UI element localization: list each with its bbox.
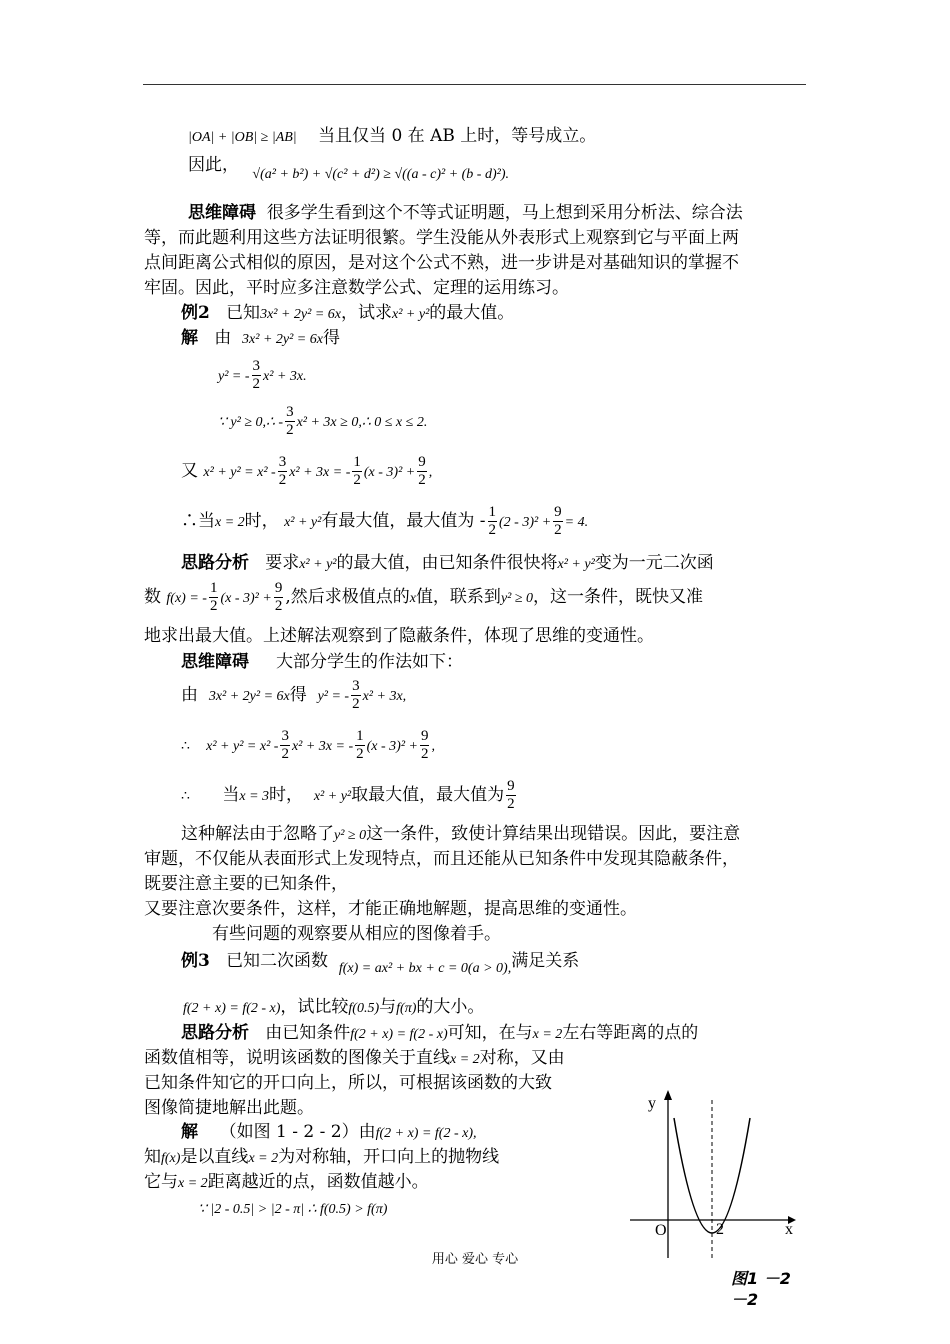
- text-line: [188, 155, 509, 182]
- bold-heading: 思维障碍: [181, 652, 249, 672]
- paragraph-line: [181, 553, 714, 575]
- math: x² + 3x = -: [289, 465, 351, 480]
- text-line: [198, 1198, 387, 1220]
- bold-heading: 思维障碍: [188, 203, 256, 223]
- numerator: 1: [353, 454, 361, 470]
- text: ∴当: [181, 511, 215, 531]
- text: 已知二次函数: [226, 951, 329, 971]
- paragraph-line: [181, 824, 740, 846]
- numerator: 9: [507, 778, 515, 794]
- math: (2 - 3)² +: [499, 515, 552, 530]
- math: √(a² + b²) + √(c² + d²) ≥ √((a - c)² + (b - d)²).: [252, 167, 509, 182]
- text-line: [188, 126, 596, 148]
- math: ∵ |2 - 0.5| > |2 - π| ∴ f(0.5) > f(π): [198, 1202, 388, 1217]
- math: x = 2: [178, 1176, 208, 1191]
- text: 又: [181, 461, 198, 481]
- numerator: 1: [356, 728, 364, 744]
- math: x = 2: [215, 515, 245, 530]
- denominator: 2: [352, 696, 360, 712]
- text: （如图 1 - 2 - 2）由: [219, 1122, 376, 1142]
- numerator: 1: [488, 504, 497, 520]
- text: 是以直线: [180, 1147, 249, 1167]
- numerator: 9: [420, 728, 429, 744]
- example-label: 例3: [181, 951, 210, 971]
- math: 3x² + 2y² = 6x: [242, 332, 323, 347]
- fraction: [488, 504, 498, 539]
- denominator: 2: [209, 598, 218, 614]
- page-footer: 用心 爱心 专心: [431, 1252, 519, 1267]
- denominator: 2: [356, 746, 364, 762]
- math: x² + y² = x² -: [206, 739, 279, 754]
- paragraph-line: 牢固。因此，平时应多注意数学公式、定理的运用练习。: [144, 278, 569, 298]
- text: 对称，又由: [479, 1048, 565, 1068]
- text: 当: [222, 785, 240, 805]
- denominator: 2: [420, 746, 429, 762]
- numerator: 3: [281, 728, 289, 744]
- math: f(x) = -: [166, 591, 207, 606]
- text: 距离越近的点，函数值越小。: [207, 1172, 429, 1192]
- math: f(π): [396, 1001, 417, 1016]
- equation: [181, 776, 518, 816]
- math: x² + 3x ≥ 0,∴ 0 ≤ x ≤ 2.: [296, 415, 428, 430]
- paragraph-line: 点间距离公式相似的原因，是对这个公式不熟，进一步讲是对基础知识的掌握不: [144, 253, 739, 273]
- text: ，这一条件，既快又准: [533, 587, 704, 607]
- math: f(2 + x) = f(2 - x): [350, 1027, 448, 1042]
- math: y² = -: [218, 369, 250, 384]
- paragraph-line: [144, 1048, 565, 1070]
- paragraph-line: [144, 1147, 499, 1169]
- text: 可知，在与: [447, 1023, 533, 1043]
- paragraph-line: 既要注意主要的已知条件，: [144, 874, 348, 894]
- x-label: x: [785, 1221, 793, 1238]
- fraction: [285, 404, 295, 439]
- text: 取最大值，最大值为: [351, 785, 505, 805]
- text: 由已知条件: [265, 1023, 351, 1043]
- paragraph-line: [181, 1023, 698, 1045]
- fraction: [280, 728, 290, 763]
- denominator: 2: [554, 522, 562, 538]
- denominator: 2: [488, 522, 497, 538]
- math: (x - 3)² +: [366, 739, 418, 754]
- text: 它与: [144, 1172, 178, 1192]
- math: x² + y²: [313, 789, 352, 804]
- paragraph-line: [181, 652, 463, 672]
- paragraph-line: [144, 1172, 429, 1194]
- math: x² + 3x = -: [291, 739, 354, 754]
- text: 当且仅当 0 在 AB 上时，等号成立。: [318, 126, 597, 146]
- math: x² + 3x.: [263, 369, 307, 384]
- text: ，试比较: [280, 997, 349, 1017]
- example-2: [181, 303, 514, 325]
- denominator: 2: [252, 376, 261, 392]
- fraction: [506, 778, 516, 813]
- fraction: [352, 454, 362, 489]
- math: x: [409, 591, 416, 606]
- bold-heading: 思路分析: [181, 553, 249, 573]
- math: 3x² + 2y² = 6x: [208, 689, 290, 704]
- numerator: 3: [352, 678, 360, 694]
- paragraph-line: 已知条件知它的开口向上，所以，可根据该函数的大致: [144, 1073, 552, 1093]
- numerator: 9: [554, 504, 562, 520]
- text: 已知: [226, 303, 261, 323]
- origin-label: O: [655, 1222, 667, 1239]
- math: f(2 + x) = f(2 - x): [183, 1001, 281, 1016]
- math: f(x): [161, 1151, 181, 1166]
- text: 要求: [265, 553, 300, 573]
- text: ∴: [181, 739, 190, 754]
- fraction: [252, 358, 262, 393]
- math: ∵ y² ≥ 0,∴ -: [218, 415, 284, 430]
- math: x = 2: [532, 1027, 563, 1042]
- paragraph-line: [188, 203, 743, 223]
- math: x² + y² = x² -: [203, 465, 276, 480]
- text: 得: [322, 328, 340, 348]
- paragraph-line: 又要注意次要条件，这样，才能正确地解题，提高思维的变通性。: [144, 899, 637, 919]
- text: 很多学生看到这个不等式证明题，马上想到采用分析法、综合法: [266, 203, 743, 223]
- text: 满足关系: [511, 951, 580, 971]
- text: ∴: [181, 789, 190, 804]
- equation: [218, 356, 307, 396]
- text: 与: [379, 997, 397, 1017]
- text: 的大小。: [416, 997, 485, 1017]
- solution-label: 解: [181, 1122, 198, 1142]
- text: 为对称轴，开口向上的抛物线: [278, 1147, 500, 1167]
- text: ,然后求极值点的: [285, 587, 410, 607]
- text: 函数值相等，说明该函数的图像关于直线: [144, 1048, 450, 1068]
- example-3: [181, 951, 580, 976]
- text: 这一条件，致使计算结果出现错误。因此，要注意: [366, 824, 741, 844]
- text: 由: [214, 328, 232, 348]
- text: 变为一元二次函: [594, 553, 714, 573]
- fraction: [274, 580, 284, 615]
- text: 这种解法由于忽略了: [181, 824, 334, 844]
- fraction: [417, 454, 427, 489]
- math: f(0.5): [348, 1001, 380, 1016]
- text: ，试求: [341, 303, 392, 323]
- fraction: [209, 580, 219, 615]
- math: x² + y²: [284, 515, 322, 530]
- text: 的最大值，由已知条件很快将: [336, 553, 558, 573]
- math: x² + y²: [299, 557, 337, 572]
- math: (x - 3)² +: [363, 465, 416, 480]
- text: 有最大值，最大值为 -: [321, 511, 486, 531]
- math: f(x) = ax² + bx + c = 0(a > 0),: [338, 961, 512, 976]
- solution-label: 解: [181, 328, 198, 348]
- math: x² + y²: [557, 557, 595, 572]
- figure-caption: －2: [731, 1290, 759, 1309]
- denominator: 2: [278, 472, 287, 488]
- equation: [181, 726, 435, 766]
- math: f(2 + x) = f(2 - x),: [375, 1126, 477, 1141]
- x2-label: 2: [716, 1221, 724, 1238]
- denominator: 2: [286, 422, 294, 438]
- text: 数: [144, 587, 161, 607]
- solution-line: [181, 1122, 477, 1144]
- fraction: [355, 728, 365, 763]
- text: 的最大值。: [429, 303, 515, 323]
- text: 大部分学生的作法如下：: [276, 652, 464, 672]
- paragraph-line: 等，而此题利用这些方法证明很繁。学生没能从外表形式上观察到它与平面上两: [144, 228, 739, 248]
- fraction: [351, 678, 361, 713]
- text: 由: [181, 685, 198, 705]
- math: = 4.: [564, 515, 589, 530]
- math: 3x² + 2y² = 6x: [260, 307, 341, 322]
- math: |OA| + |OB| ≥ |AB|: [188, 130, 297, 145]
- header-rule: [143, 84, 806, 85]
- math: y² = -: [317, 689, 350, 704]
- y-label: y: [648, 1095, 656, 1112]
- text: 时，: [269, 785, 304, 805]
- figure-caption: 图1 －2: [731, 1269, 791, 1288]
- numerator: 9: [418, 454, 426, 470]
- denominator: 2: [281, 746, 289, 762]
- text: 值，联系到: [415, 587, 501, 607]
- fraction: [420, 728, 430, 763]
- denominator: 2: [274, 598, 283, 614]
- paragraph-line: 地求出最大值。上述解法观察到了隐蔽条件，体现了思维的变通性。: [144, 626, 654, 646]
- math: x = 2: [450, 1052, 480, 1067]
- example-label: 例2: [181, 303, 210, 323]
- math: y² ≥ 0: [500, 591, 534, 606]
- math: x = 2: [248, 1151, 279, 1166]
- text: 因此，: [188, 155, 239, 175]
- text-line: [183, 997, 484, 1019]
- math: (x - 3)² +: [220, 591, 272, 606]
- paragraph-line: [144, 578, 703, 618]
- text: 知: [144, 1147, 161, 1167]
- equation: [181, 452, 432, 492]
- math: x² + 3x,: [362, 689, 407, 704]
- solution-line: [181, 328, 340, 350]
- denominator: 2: [418, 472, 426, 488]
- math: x = 3: [239, 789, 270, 804]
- numerator: 1: [209, 580, 218, 596]
- equation: [181, 502, 588, 542]
- fraction: [553, 504, 563, 539]
- text: 左右等距离的点的: [562, 1023, 699, 1043]
- text: 得: [289, 685, 307, 705]
- numerator: 9: [274, 580, 283, 596]
- numerator: 3: [278, 454, 287, 470]
- parabola-figure: [628, 1088, 808, 1260]
- denominator: 2: [353, 472, 361, 488]
- math: x² + y²: [392, 307, 430, 322]
- text: 时，: [244, 511, 279, 531]
- math: ,: [428, 465, 433, 480]
- equation: [181, 676, 406, 716]
- equation: [218, 402, 427, 442]
- numerator: 3: [252, 358, 261, 374]
- fraction: [278, 454, 288, 489]
- paragraph-line: 图像简捷地解出此题。: [144, 1098, 314, 1118]
- y-axis-arrow: [664, 1090, 672, 1100]
- math: ,: [431, 739, 435, 754]
- bold-heading: 思路分析: [181, 1023, 249, 1043]
- paragraph-line: 有些问题的观察要从相应的图像着手。: [212, 924, 501, 944]
- paragraph-line: 审题，不仅能从表面形式上发现特点，而且还能从已知条件中发现其隐蔽条件，: [144, 849, 739, 869]
- math: y² ≥ 0: [334, 828, 367, 843]
- numerator: 3: [286, 404, 294, 420]
- denominator: 2: [507, 796, 515, 812]
